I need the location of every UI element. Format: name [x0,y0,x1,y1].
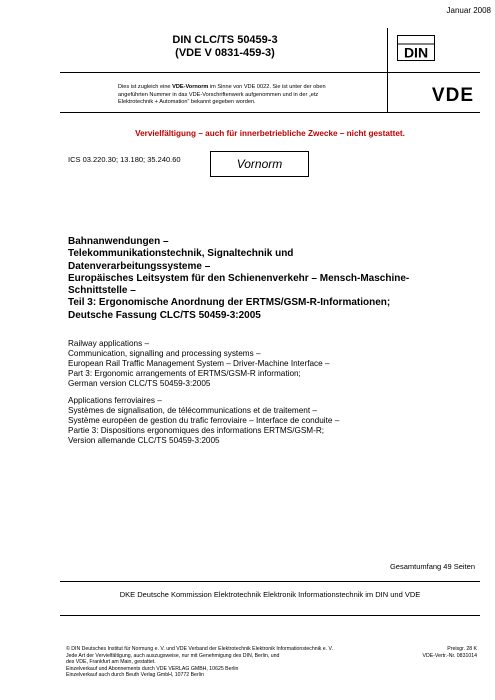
footer-line: Einzelverkauf und Abonnements durch VDE VERLAG GMBH, 10625 Berlin [66,665,239,672]
title-fr-line: Partie 3: Dispositions ergonomiques des informations ERTMS/GSM-R; [68,426,325,435]
title-de-line: Datenverarbeitungssysteme – [68,260,211,272]
din-logo [397,35,435,61]
header-divider-2 [60,112,480,113]
title-de-line: Europäisches Leitsystem für den Schienenverkehr – Mensch-Maschine- [68,272,410,284]
vde-order-number: VDE-Vertr.-Nr. 0831014 [422,652,477,659]
dke-divider [60,581,480,582]
footer-line: Jede Art der Vervielfältigung, auch auszugsweise, nur mit Genehmigung des DIN, Berlin, und [66,652,280,659]
total-pages: Gesamtumfang 49 Seiten [389,562,475,571]
din-logo-text: DIN [403,44,429,61]
title-de-line: Schnittstelle – [68,285,136,297]
standard-number-vde: (VDE V 0831-459-3) [175,47,275,59]
notice-line-3: Elektrotechnik + Automation“ bekannt gegeben worden. [118,99,256,105]
copyright-footer [66,646,396,679]
reproduction-notice: Vervielfältigung – auch für innerbetriebliche Zwecke – nicht gestattet. [135,129,405,138]
vde-notice [118,84,390,107]
issue-date: Januar 2008 [446,6,491,15]
title-french [68,396,478,446]
title-fr-line: Applications ferroviaires – [68,396,162,405]
vornorm-box: Vornorm [210,151,309,177]
footer-line: des VDE, Frankfurt am Main, gestattet. [66,659,156,665]
notice-prefix: Dies ist zugleich eine [118,84,173,90]
notice-bold: VDE-Vornorm [172,84,209,90]
title-german [68,236,478,322]
standard-number-din: DIN CLC/TS 50459-3 [172,34,278,46]
title-fr-line: Systèmes de signalisation, de télécommunications et de traitement – [68,406,317,415]
bottom-divider [60,615,480,616]
title-en-line: European Rail Traffic Management System – Driver-Machine Interface – [68,359,330,368]
header-divider-1 [60,72,480,73]
notice-rest: im Sinne von VDE 0022. Sie ist unter der oben [208,84,326,90]
title-en-line: Part 3: Ergonomic arrangements of ERTMS/GSM-R information; [68,369,301,378]
title-fr-line: Version allemande CLC/TS 50459-3:2005 [68,436,220,445]
dke-committee: DKE Deutsche Kommission Elektrotechnik Elektronik Informationstechnik im DIN und VDE [119,590,421,599]
vde-logo-text: VDE [431,85,474,104]
price-group [423,646,478,659]
footer-line: © DIN Deutsches Institut für Normung e. V. und VDE Verband der Elektrotechnik Elektronik Informationstechnik e. V. [66,646,333,652]
notice-line-2: angeführten Nummer in das VDE-Vorschriftenwerk aufgenommen und in der „etz [118,91,319,98]
ics-codes: ICS 03.220.30; 13.180; 35.240.60 [68,155,181,164]
title-de-line: Telekommunikationstechnik, Signaltechnik und [68,248,294,260]
title-de-line: Deutsche Fassung CLC/TS 50459-3:2005 [68,309,261,321]
title-de-line: Bahnanwendungen – [68,236,169,247]
price-class: Preisgr. 28 K [447,646,477,652]
title-en-line: Communication, signalling and processing systems – [68,349,261,358]
vde-logo [394,84,476,104]
title-en-line: German version CLC/TS 50459-3:2005 [68,379,211,388]
title-fr-line: Système européen de gestion du trafic ferroviaire – Interface de conduite – [68,416,340,425]
standard-number [60,34,390,60]
title-english [68,339,478,389]
footer-line: Einzelverkauf auch durch Beuth Verlag GmbH, 10772 Berlin [66,672,204,678]
title-de-line: Teil 3: Ergonomische Anordnung der ERTMS/GSM-R-Informationen; [68,297,391,309]
title-en-line: Railway applications – [68,339,150,348]
